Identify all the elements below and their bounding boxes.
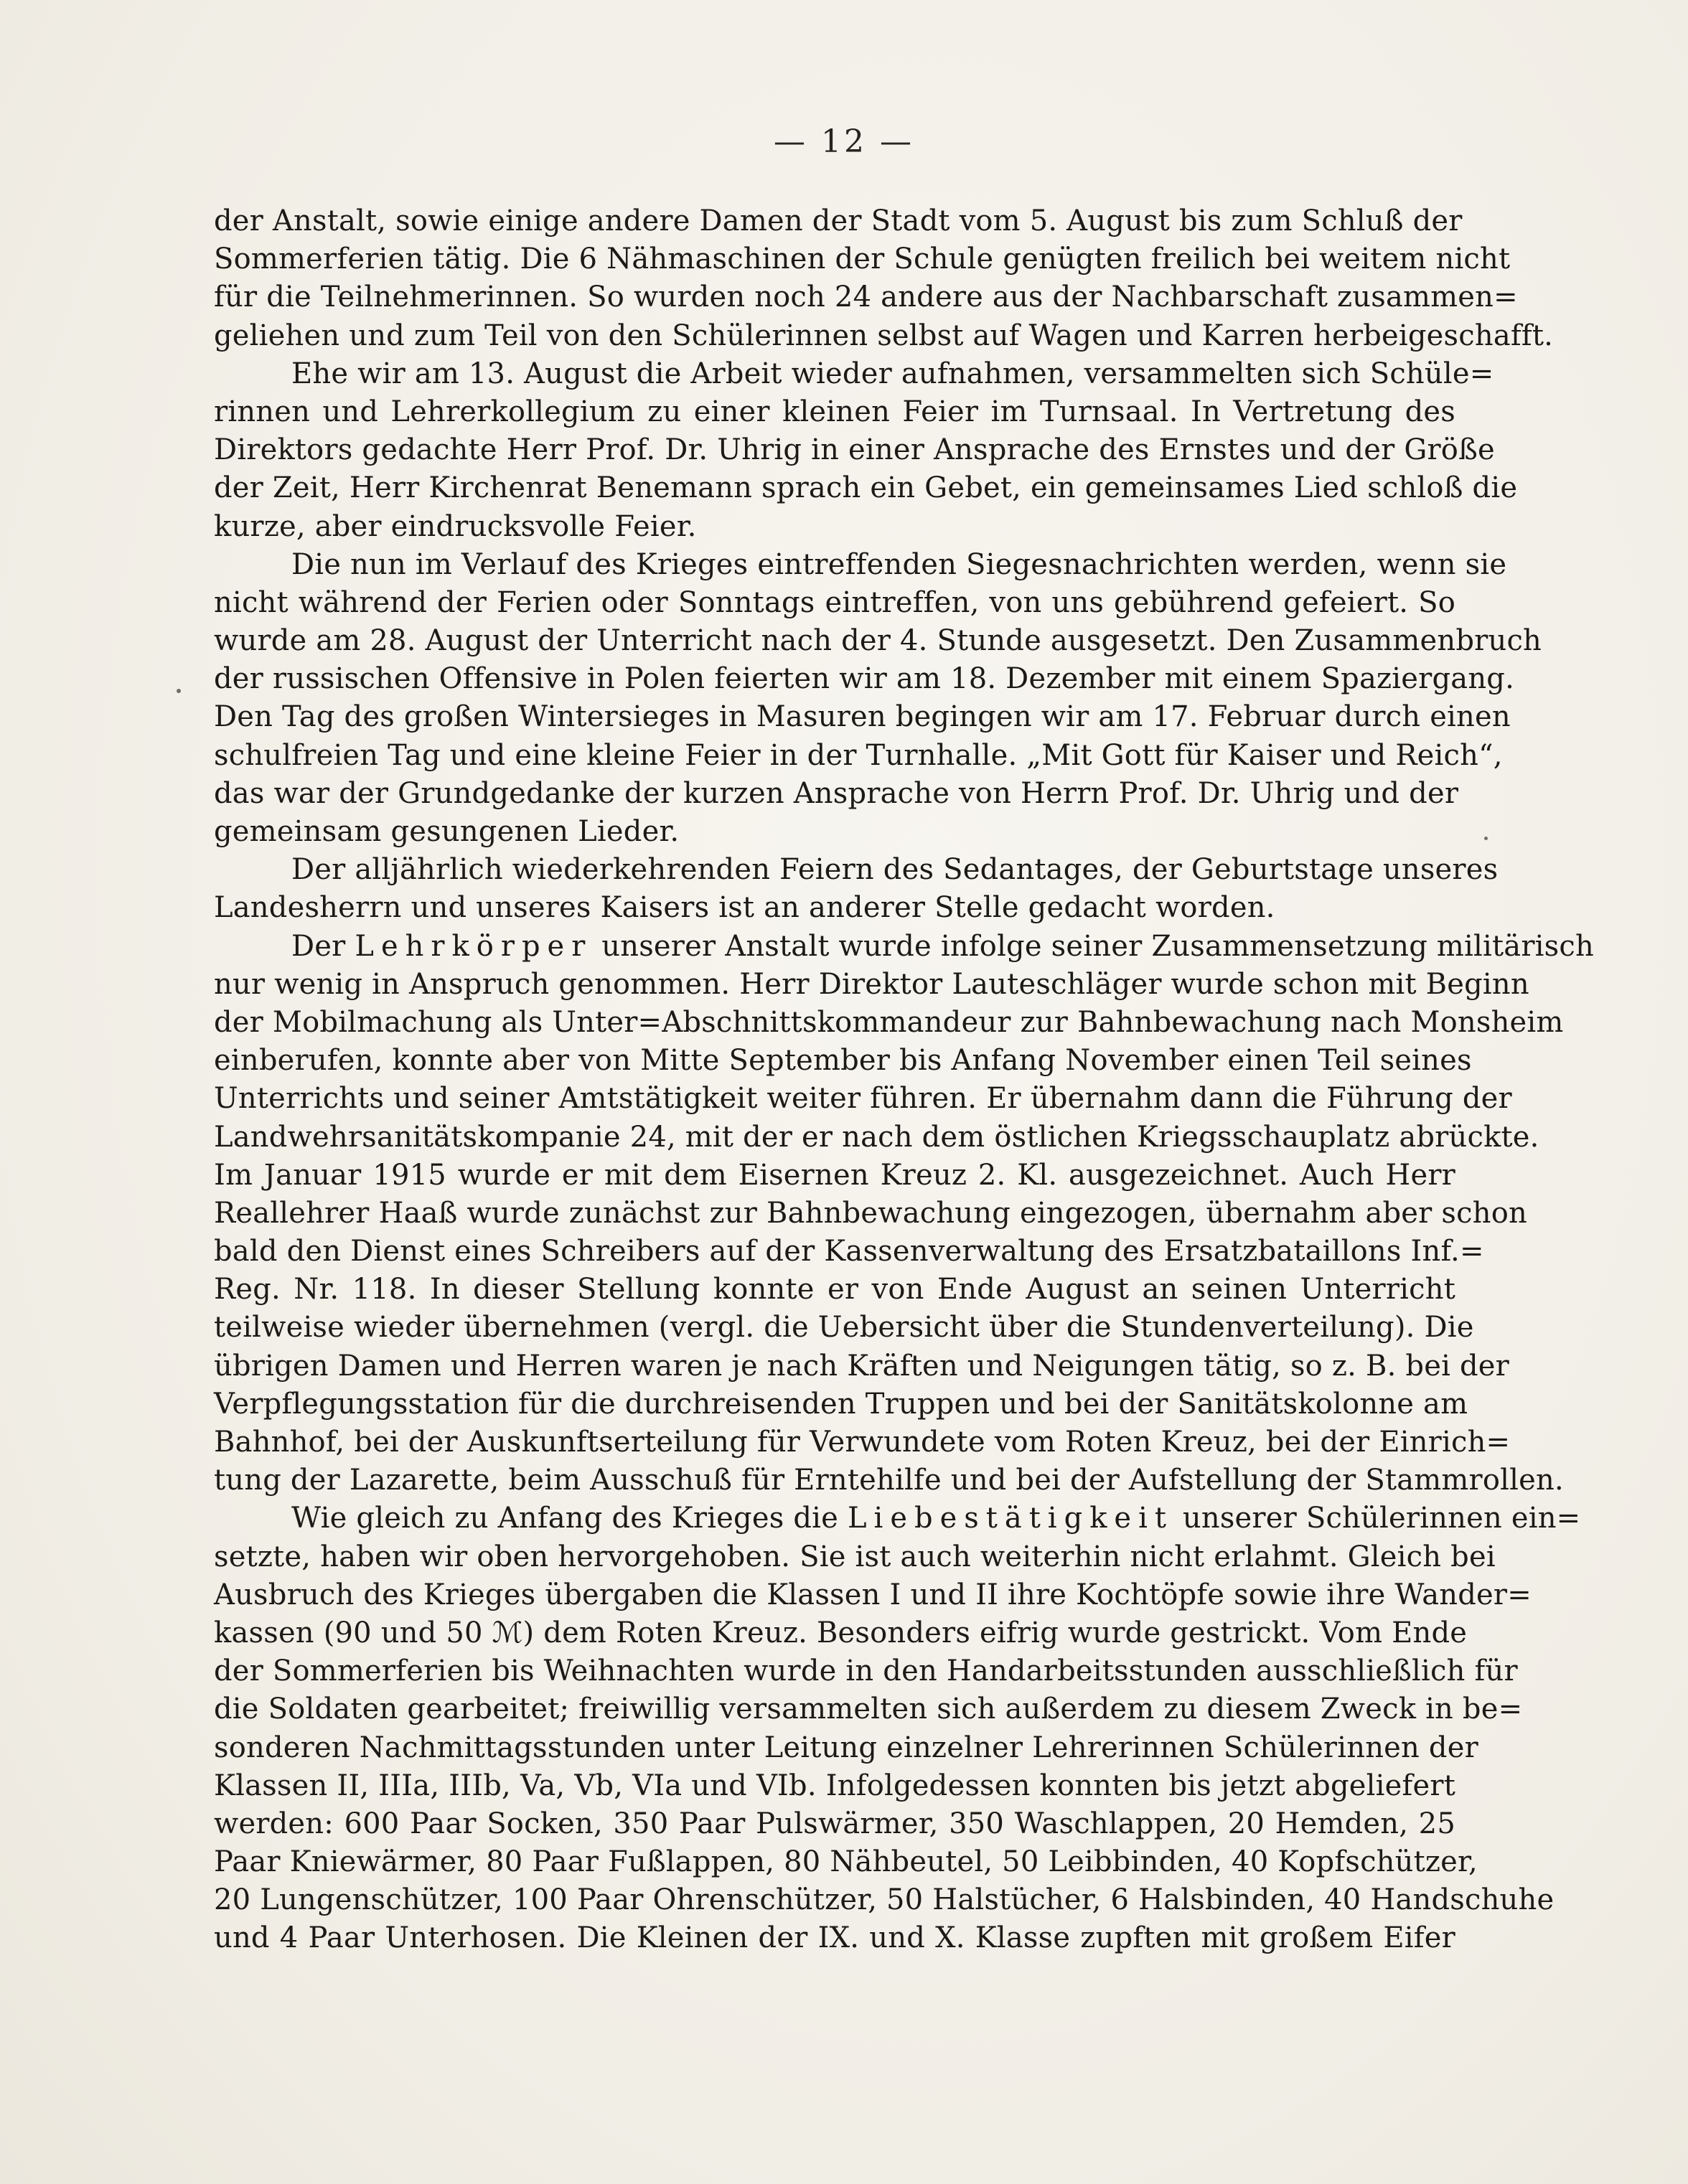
text-line: für die Teilnehmerinnen. So wurden noch 24 andere aus der Nachbarschaft zusammen= [214,281,1518,314]
text-line: Direktors gedachte Herr Prof. Dr. Uhrig in einer Ansprache des Ernstes und der Größe [214,433,1495,467]
text-line: geliehen und zum Teil von den Schülerinnen selbst auf Wagen und Karren herbeigeschafft. [214,319,1554,352]
page-number: — 12 — [774,123,914,160]
text-line: Im Januar 1915 wurde er mit dem Eisernen Kreuz 2. Kl. ausgezeichnet. Auch Herr [214,1158,1455,1192]
text-line: rinnen und Lehrerkollegium zu einer kleinen Feier im Turnsaal. In Vertretung des [214,395,1455,428]
text-line: der Anstalt, sowie einige andere Damen der Stadt vom 5. August bis zum Schluß der [214,204,1463,237]
text-line: Ausbruch des Krieges übergaben die Klassen I und II ihre Kochtöpfe sowie ihre Wander= [214,1578,1532,1611]
line-remainder: unserer Anstalt wurde infolge seiner Zusammensetzung militärisch [601,929,1594,963]
spaced-emphasis: Liebestätigkeit [847,1502,1173,1535]
text-line: Bahnhof, bei der Auskunftserteilung für Verwundete vom Roten Kreuz, bei der Einrich= [214,1426,1511,1459]
text-line: das war der Grundgedanke der kurzen Ansprache von Herrn Prof. Dr. Uhrig und der [214,776,1459,810]
text-line: Unterrichts und seiner Amtstätigkeit weiter führen. Er übernahm dann die Führung der [214,1082,1512,1116]
text-line: werden: 600 Paar Socken, 350 Paar Pulswärmer, 350 Waschlappen, 20 Hemden, 25 [214,1807,1455,1840]
text-line: nicht während der Ferien oder Sonntags eintreffen, von uns gebührend gefeiert. So [214,585,1455,619]
spaced-emphasis: Lehrkörper [355,929,593,963]
emphasis-prefix: Wie gleich zu Anfang des Krieges die [291,1502,839,1535]
text-line: Landesherrn und unseres Kaisers ist an anderer Stelle gedacht worden. [214,891,1275,925]
paragraph-start: Ehe wir am 13. August die Arbeit wieder aufnahmen, versammelten sich Schüle= [291,357,1494,390]
text-line: Paar Kniewärmer, 80 Paar Fußlappen, 80 Nähbeutel, 50 Leibbinden, 40 Kopfschützer, [214,1845,1478,1879]
text-line: Verpflegungsstation für die durchreisenden Truppen und bei der Sanitätskolonne am [214,1387,1468,1421]
text-line: Landwehrsanitätskompanie 24, mit der er nach dem östlichen Kriegsschauplatz abrückte. [214,1120,1539,1154]
text-line: und 4 Paar Unterhosen. Die Kleinen der IX. und X. Klasse zupften mit großem Eifer [214,1921,1455,1955]
text-line: wurde am 28. August der Unterricht nach der 4. Stunde ausgesetzt. Den Zusammenbruch [214,624,1542,658]
text-line [214,1958,1455,1996]
text-line: bald den Dienst eines Schreibers auf der Kassenverwaltung des Ersatzbataillons Inf.= [214,1235,1484,1268]
text-line: der Zeit, Herr Kirchenrat Benemann sprach ein Gebet, ein gemeinsames Lied schloß die [214,471,1518,505]
body-text [214,202,1594,1996]
text-line: Den Tag des großen Wintersieges in Masuren begingen wir am 17. Februar durch einen [214,700,1511,734]
text-line: schulfreien Tag und eine kleine Feier in der Turnhalle. „Mit Gott für Kaiser und Reich“, [214,738,1503,772]
text-line: teilweise wieder übernehmen (vergl. die Uebersicht über die Stundenverteilung). Die [214,1311,1474,1345]
paper-speck [1484,837,1488,840]
text-line: tung der Lazarette, beim Ausschuß für Erntehilfe und bei der Aufstellung der Stammrollen. [214,1464,1564,1497]
text-line: kurze, aber eindrucksvolle Feier. [214,509,697,543]
text-line: einberufen, konnte aber von Mitte September bis Anfang November einen Teil seines [214,1044,1472,1078]
text-line: die Soldaten gearbeitet; freiwillig versammelten sich außerdem zu diesem Zweck in be= [214,1693,1523,1726]
text-line: Reallehrer Haaß wurde zunächst zur Bahnbewachung eingezogen, übernahm aber schon [214,1196,1527,1230]
paragraph-start: Der alljährlich wiederkehrenden Feiern des Sedantages, der Geburtstage unseres [291,853,1499,887]
text-line: der russischen Offensive in Polen feierten wir am 18. Dezember mit einem Spaziergang. [214,662,1515,696]
line-remainder: unserer Schülerinnen ein= [1182,1502,1581,1535]
text-line: der Mobilmachung als Unter=Abschnittskommandeur zur Bahnbewachung nach Monsheim [214,1005,1564,1039]
text-line: Klassen II, IIIa, IIIb, Va, Vb, VIa und VIb. Infolgedessen konnten bis jetzt abgeliefert [214,1769,1455,1802]
text-line: sonderen Nachmittagsstunden unter Leitung einzelner Lehrerinnen Schülerinnen der [214,1731,1478,1764]
paragraph-start [214,1500,1581,1538]
emphasis-prefix: Der [291,929,346,963]
text-line: Sommerferien tätig. Die 6 Nähmaschinen der Schule genügten freilich bei weitem nicht [214,243,1511,276]
text-line: nur wenig in Anspruch genommen. Herr Direktor Lauteschläger wurde schon mit Beginn [214,967,1529,1001]
paragraph-start: Die nun im Verlauf des Krieges eintreffenden Siegesnachrichten werden, wenn sie [291,547,1507,581]
text-line: gemeinsam gesungenen Lieder. [214,815,680,848]
text-line: übrigen Damen und Herren waren je nach Kräften und Neigungen tätig, so z. B. bei der [214,1349,1509,1383]
text-line: kassen (90 und 50 ℳ) dem Roten Kreuz. Besonders eifrig wurde gestrickt. Vom Ende [214,1616,1468,1649]
text-line: 20 Lungenschützer, 100 Paar Ohrenschützer, 50 Halstücher, 6 Halsbinden, 40 Handschuhe [214,1883,1555,1917]
text-line: Reg. Nr. 118. In dieser Stellung konnte er von Ende August an seinen Unterricht [214,1273,1455,1307]
text-line: setzte, haben wir oben hervorgehoben. Sie ist auch weiterhin nicht erlahmt. Gleich bei [214,1540,1496,1573]
paragraph-start [214,928,1594,966]
paper-speck [177,689,181,693]
text-line: der Sommerferien bis Weihnachten wurde in den Handarbeitsstunden ausschließlich für [214,1655,1518,1688]
